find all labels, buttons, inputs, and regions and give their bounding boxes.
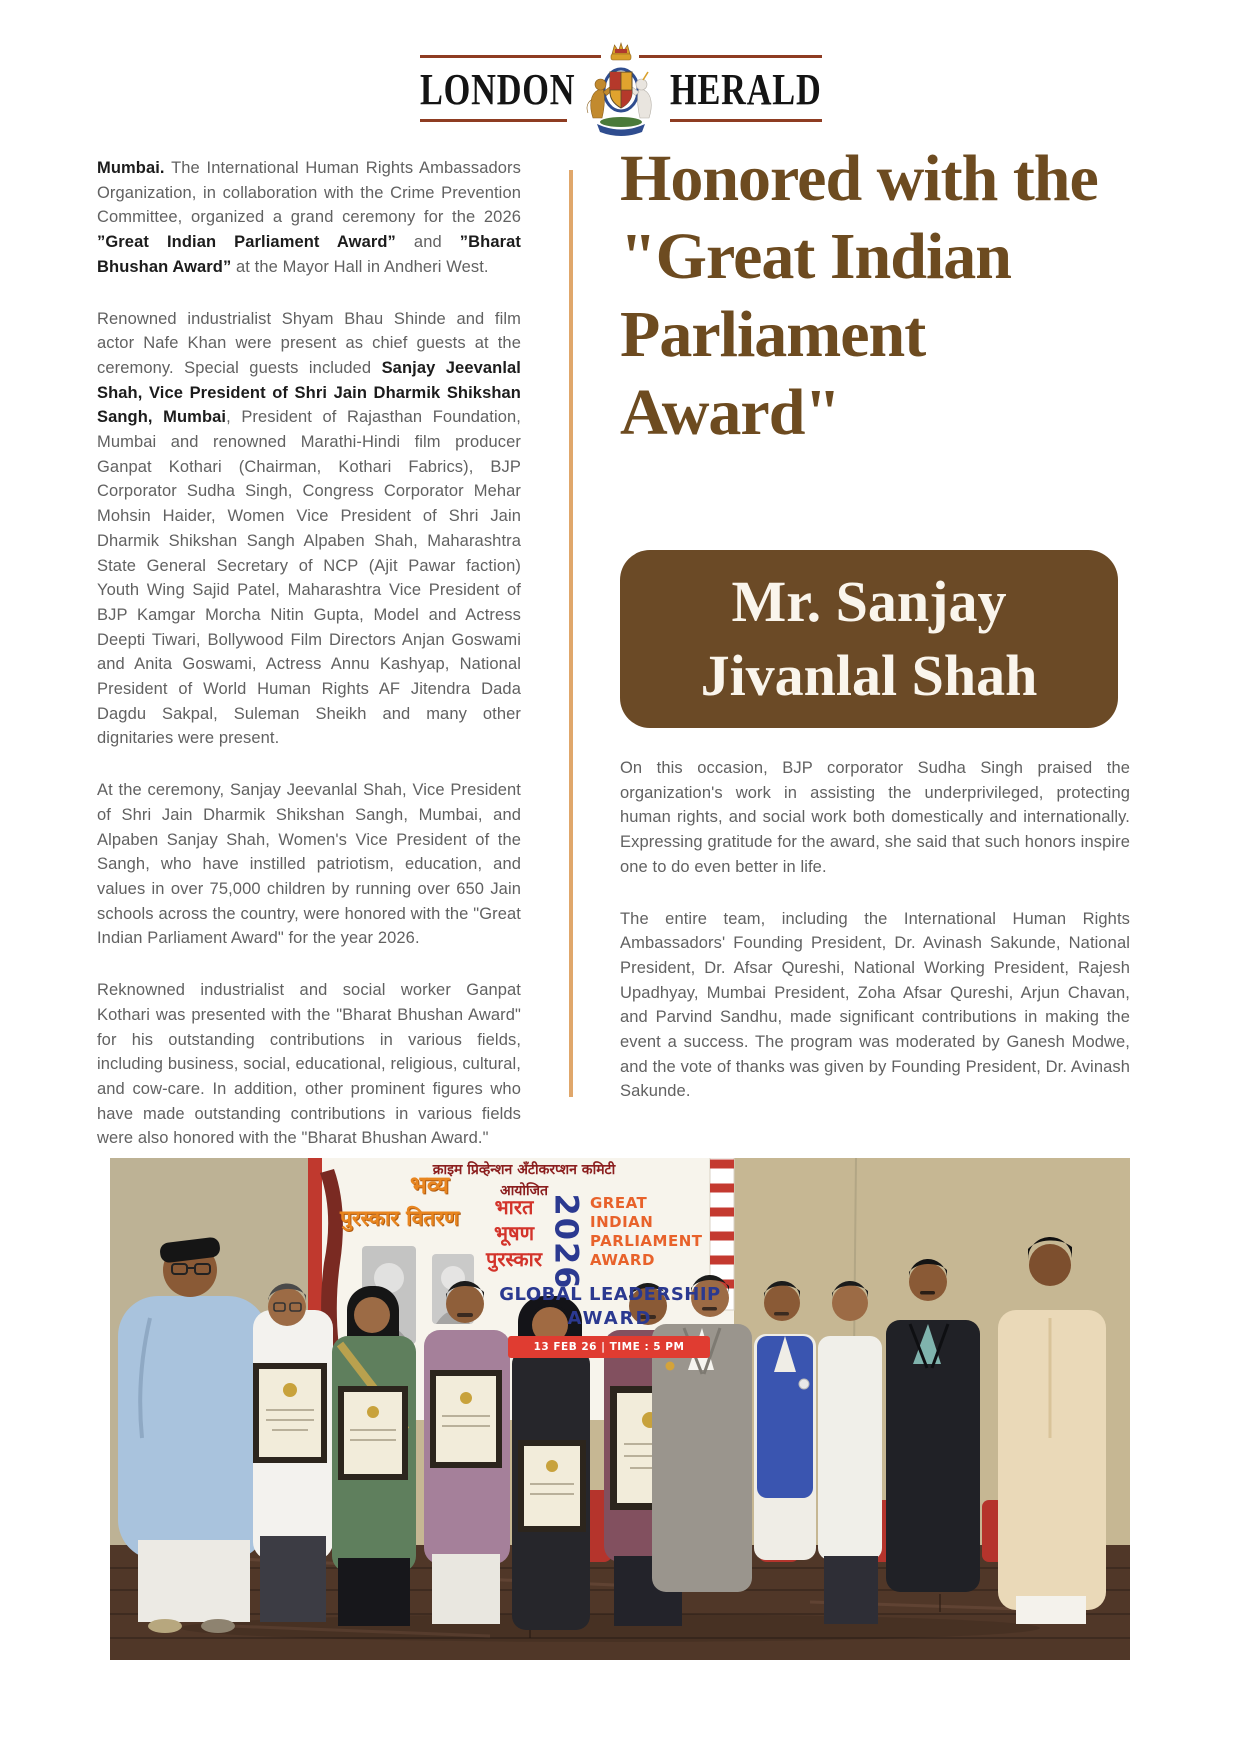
masthead-rule-top-left: [420, 55, 601, 58]
banner-award-en-line4: AWARD: [590, 1251, 655, 1269]
banner-organized-text: आयोजित: [499, 1183, 549, 1199]
award-frame: [518, 1440, 586, 1532]
dateline: Mumbai.: [97, 159, 165, 177]
crown: [611, 43, 631, 60]
honoree-name-line1: Mr. Sanjay: [731, 569, 1007, 634]
masthead-rule-top-right: [639, 55, 822, 58]
honoree-name-line2: Jivanlal Shah: [700, 643, 1038, 708]
paragraph-1: Mumbai. The International Human Rights Ambassadors Organization, in collaboration with the Crime Prevention Committee, organized a grand ceremony for the 2026 ”Great Indian Parliament Award” and ”Bharat Bhushan Award” at the Mayor Hall in Andheri West.: [97, 159, 521, 276]
paragraph-6: The entire team, including the International Human Rights Ambassadors' Founding President, Dr. Avinash Sakunde, National President, Dr. Afsar Qureshi, National Working President, Rajesh Upadhyay, Mumbai President, Zoha Afsar Qureshi, Arjun Chavan, and Parvind Sandhu, made significant contributions in making the event a success. The program was moderated by Ganesh Modwe, and the vote of thanks was given by Founding President, Dr. Avinash Sakunde.: [620, 909, 1130, 1101]
banner-bharat-text: भारत: [494, 1195, 534, 1219]
banner-puraskar-text: पुरस्कार: [485, 1247, 543, 1271]
headline: Honored with the "Great Indian Parliament Award": [620, 142, 1098, 449]
banner-bhavya-text: भव्य: [410, 1171, 449, 1199]
masthead-rule-bottom-left: [420, 119, 567, 122]
royal-coat-of-arms-icon: [577, 40, 665, 136]
award-frame: [253, 1363, 327, 1463]
paragraph-5: On this occasion, BJP corporator Sudha Singh praised the organization's work in assisting the underprivileged, protecting human rights, and social work both domestically and internationally. Expressing gratitude for the award, she said that such honors inspire one to do even better in life.: [620, 759, 1130, 876]
shield: [610, 72, 632, 108]
paragraph-2: Renowned industrialist Shyam Bhau Shinde and film actor Nafe Khan were present as chief guests at the ceremony. Special guests included Sanjay Jeevanlal Shah, Vice President of Shri Jain Dharmik Shikshan Sangh, Mumbai, President of Rajasthan Foundation, Mumbai and renowned Marathi-Hindi film producer Ganpat Kothari (Chairman, Kothari Fabrics), BJP Corporator Sudha Singh, Congress Corporator Mehar Mohsin Haider, Women Vice President of Shri Jain Dharmik Shikshan Sangh Alpaben Shah, Maharashtra State General Secretary of NCP (Ajit Pawar faction) Youth Wing Sajid Patel, Maharashtra Vice President of BJP Kamgar Morcha Nitin Gupta, Model and Actress Deepti Tiwari, Bollywood Film Directors Anjan Goswami and Anita Goswami, Actress Annu Kashyap, National President of World Human Rights AF Jitendra Dada Dagdu Sakpal, Suleman Sheikh and many other dignitaries were present.: [97, 309, 521, 748]
paragraph-3: At the ceremony, Sanjay Jeevanlal Shah, Vice President of Shri Jain Dharmik Shikshan Sangh, Mumbai, and Alpaben Sanjay Shah, Women's Vice President of the Sangh, who have instilled patriotism, education, and values in over 75,000 children by running over 650 Jain schools across the country, were honored with the "Great Indian Parliament Award" for the year 2026.: [97, 781, 521, 948]
masthead-rule-bottom-right: [670, 119, 822, 122]
person-sari-woman: [332, 1286, 416, 1626]
banner-date-ribbon: 13 FEB 26 | TIME : 5 PM: [508, 1336, 710, 1358]
banner-award-en-line1: GREAT: [590, 1194, 648, 1212]
person-white-shirt-1: [253, 1283, 333, 1622]
ceremony-photo: [110, 1158, 1130, 1660]
banner-puraskar-vitran-text: पुरस्कार वितरण: [340, 1206, 460, 1230]
banner-award-en-line3: PARLIAMENT: [590, 1232, 703, 1250]
column-divider: [569, 170, 573, 1097]
paragraph-4: Reknowned industrialist and social worker Ganpat Kothari was presented with the "Bharat Bhushan Award" for his outstanding contributions in various fields, including business, social, educational, religious, cultural, and cow-care. In addition, other prominent figures who have made outstanding contributions in various fields were also honored with the "Bharat Bhushan Award.": [97, 981, 521, 1148]
banner-award-en-line2: INDIAN: [590, 1213, 654, 1231]
award-frame: [430, 1370, 502, 1468]
banner-global-award: AWARD: [567, 1308, 653, 1329]
award-frame: [338, 1386, 408, 1480]
left-article-column: [97, 156, 521, 1178]
person-mauve-kurta: [424, 1281, 510, 1624]
right-article-column: [620, 756, 1130, 1131]
masthead-title-london: LONDON: [420, 65, 576, 114]
banner-bhushan-text: भूषण: [493, 1221, 535, 1245]
honoree-name-box: [620, 550, 1118, 728]
banner-global-leadership: GLOBAL LEADERSHIP: [499, 1284, 721, 1305]
banner-year: 2026: [548, 1193, 586, 1291]
banner-committee-text: क्राइम प्रिव्हेन्शन अँटीकरप्शन कमिटी: [432, 1162, 616, 1178]
masthead-title-herald: HERALD: [670, 65, 822, 114]
